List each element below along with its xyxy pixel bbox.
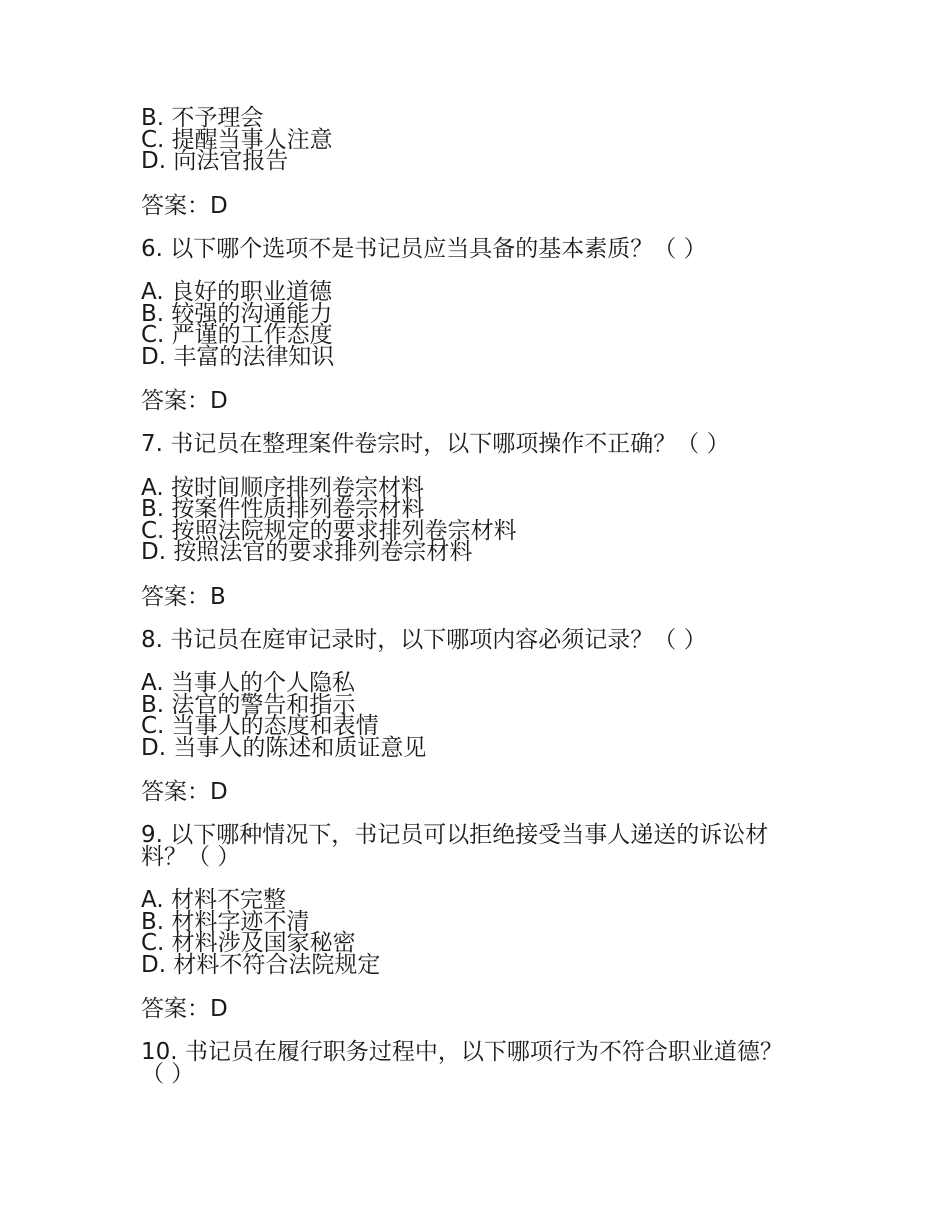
question-stem: 7. 书记员在整理案件卷宗时，以下哪项操作不正确？（ ） [141, 431, 730, 457]
option-c: C. 当事人的态度和表情 [141, 713, 379, 739]
question-stem: 9. 以下哪种情况下，书记员可以拒绝接受当事人递送的诉讼材料？（ ） [141, 822, 769, 870]
option-d: D. 材料不符合法院规定 [141, 951, 381, 978]
option-b: B. 不予理会 [141, 105, 264, 131]
option-a: A. 材料不完整 [141, 887, 286, 913]
answer: 答案：B [141, 583, 226, 610]
question-stem: 10. 书记员在履行职务过程中，以下哪项行为不符合职业道德？（ ） [141, 1039, 783, 1087]
question-stem: 6. 以下哪个选项不是书记员应当具备的基本素质？（ ） [141, 235, 707, 262]
answer: 答案：D [141, 388, 228, 414]
option-c: C. 按照法院规定的要求排列卷宗材料 [141, 517, 517, 544]
option-a: A. 当事人的个人隐私 [141, 670, 355, 696]
option-b: B. 较强的沟通能力 [141, 300, 333, 327]
answer: 答案：D [141, 779, 228, 805]
answer: 答案：D [141, 996, 228, 1022]
option-c: C. 材料涉及国家秘密 [141, 930, 356, 956]
option-b: B. 按案件性质排列卷宗材料 [141, 496, 425, 522]
option-b: B. 法官的警告和指示 [141, 691, 356, 718]
option-d: D. 向法官报告 [141, 148, 289, 174]
option-d: D. 丰富的法律知识 [141, 343, 335, 370]
option-b: B. 材料字迹不清 [141, 908, 310, 935]
question-stem: 8. 书记员在庭审记录时，以下哪项内容必须记录？（ ） [141, 626, 707, 653]
option-a: A. 按时间顺序排列卷宗材料 [141, 474, 424, 501]
option-d: D. 当事人的陈述和质证意见 [141, 734, 427, 761]
answer: 答案：D [141, 192, 228, 219]
option-c: C. 严谨的工作态度 [141, 322, 333, 348]
option-d: D. 按照法官的要求排列卷宗材料 [141, 539, 473, 565]
option-c: C. 提醒当事人注意 [141, 126, 333, 153]
document-page [141, 105, 821, 1087]
option-a: A. 良好的职业道德 [141, 279, 332, 305]
